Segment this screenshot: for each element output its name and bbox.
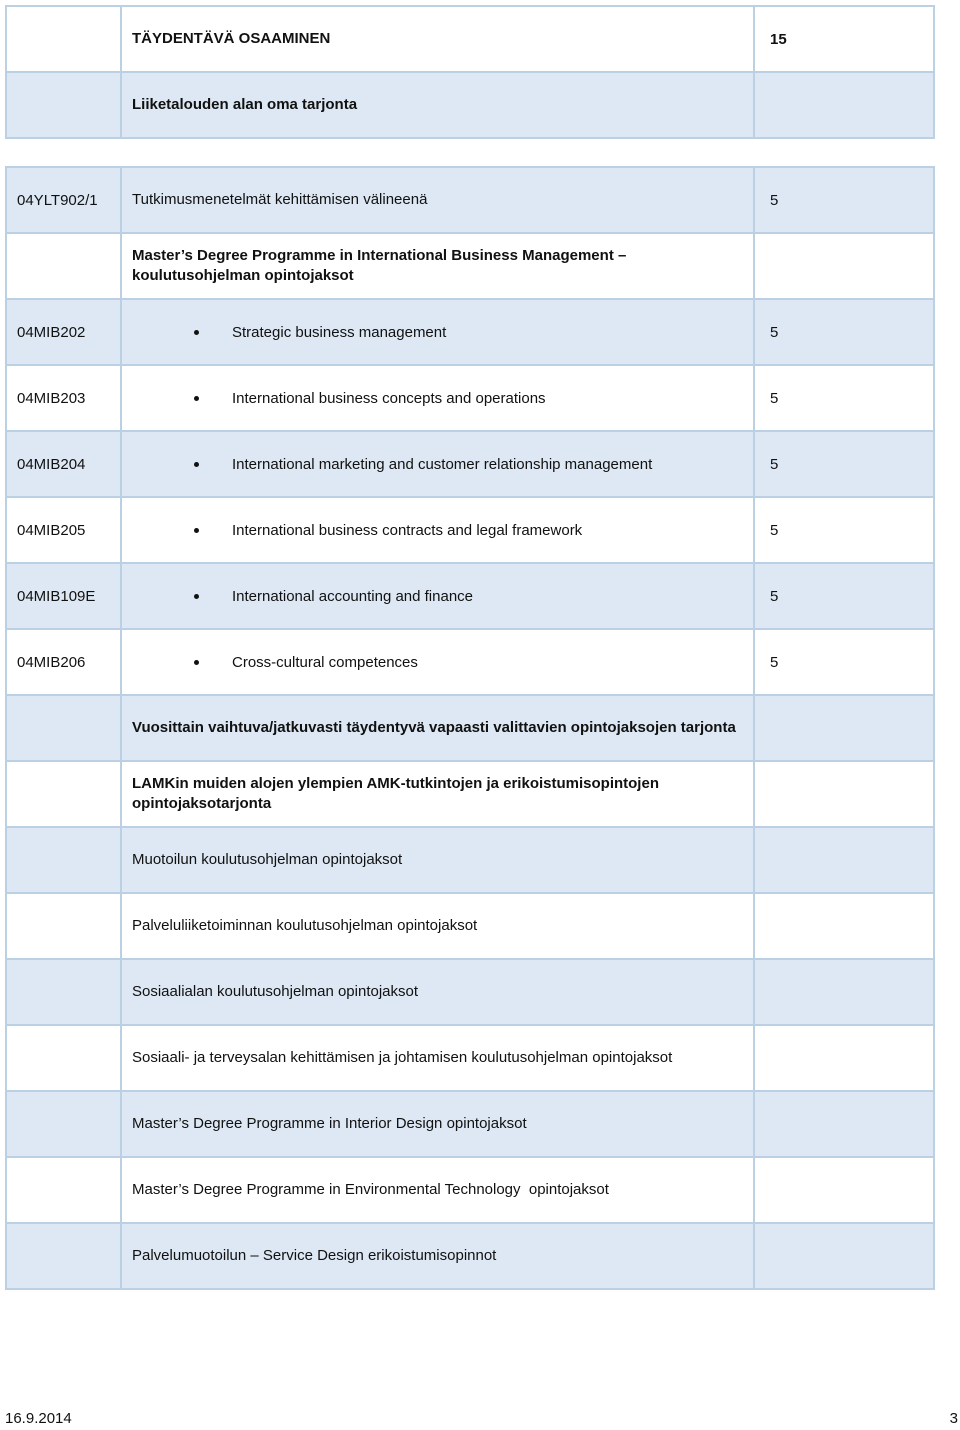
table-row bbox=[6, 299, 934, 365]
empty-cell bbox=[6, 827, 121, 893]
programme-item: Master’s Degree Programme in Environmental Technology opintojaksot bbox=[121, 1157, 754, 1223]
course-code: 04MIB206 bbox=[6, 629, 121, 695]
empty-cell bbox=[6, 6, 121, 72]
empty-cell bbox=[6, 1091, 121, 1157]
course-name: International marketing and customer relationship management bbox=[232, 455, 653, 473]
programme-item: Sosiaalialan koulutusohjelman opintojaksot bbox=[121, 959, 754, 1025]
programme-item: Sosiaali- ja terveysalan kehittämisen ja johtamisen koulutusohjelman opintojaksot bbox=[121, 1025, 754, 1091]
table-row bbox=[6, 1223, 934, 1289]
table-row bbox=[6, 1157, 934, 1223]
bullet-icon bbox=[194, 462, 199, 467]
footer-page-number: 3 bbox=[949, 1410, 958, 1427]
empty-cell bbox=[6, 959, 121, 1025]
empty-cell bbox=[6, 1157, 121, 1223]
course-name-cell bbox=[121, 299, 754, 365]
bullet-icon bbox=[194, 660, 199, 665]
table-row bbox=[6, 365, 934, 431]
table-row bbox=[6, 6, 934, 72]
empty-cell bbox=[6, 1223, 121, 1289]
empty-cell bbox=[6, 72, 121, 138]
table-row bbox=[6, 1091, 934, 1157]
course-credits: 5 bbox=[754, 431, 934, 497]
empty-cell bbox=[754, 827, 934, 893]
table-row bbox=[6, 497, 934, 563]
bullet-icon bbox=[194, 396, 199, 401]
course-credits: 5 bbox=[754, 497, 934, 563]
empty-cell bbox=[6, 695, 121, 761]
course-name-cell bbox=[121, 365, 754, 431]
empty-cell bbox=[754, 1091, 934, 1157]
empty-cell bbox=[6, 761, 121, 827]
table-row bbox=[6, 563, 934, 629]
table-row bbox=[6, 629, 934, 695]
programme-item: Muotoilun koulutusohjelman opintojaksot bbox=[121, 827, 754, 893]
mib-heading: Master’s Degree Programme in International Business Management – koulutusohjelman opintojaksot bbox=[121, 233, 754, 299]
course-name: International business contracts and legal framework bbox=[232, 521, 583, 539]
empty-cell bbox=[754, 1025, 934, 1091]
course-name-cell bbox=[121, 563, 754, 629]
course-credits: 5 bbox=[754, 299, 934, 365]
course-name-cell bbox=[121, 629, 754, 695]
empty-cell bbox=[754, 72, 934, 138]
bullet-icon bbox=[194, 330, 199, 335]
empty-cell bbox=[754, 233, 934, 299]
course-code: 04MIB205 bbox=[6, 497, 121, 563]
empty-cell bbox=[754, 1223, 934, 1289]
course-credits: 5 bbox=[754, 563, 934, 629]
section-own-offering: Liiketalouden alan oma tarjonta bbox=[121, 72, 754, 138]
programme-item: Master’s Degree Programme in Interior Design opintojaksot bbox=[121, 1091, 754, 1157]
empty-cell bbox=[754, 761, 934, 827]
empty-cell bbox=[754, 893, 934, 959]
footer-date: 16.9.2014 bbox=[5, 1410, 72, 1427]
table-top bbox=[5, 5, 935, 139]
empty-cell bbox=[6, 233, 121, 299]
empty-cell bbox=[6, 1025, 121, 1091]
course-code: 04MIB109E bbox=[6, 563, 121, 629]
table-row bbox=[6, 827, 934, 893]
table-row bbox=[6, 167, 934, 233]
table-row bbox=[6, 695, 934, 761]
course-name-cell bbox=[121, 497, 754, 563]
header-title: TÄYDENTÄVÄ OSAAMINEN bbox=[121, 6, 754, 72]
table-row bbox=[6, 72, 934, 138]
course-credits: 5 bbox=[754, 167, 934, 233]
table-row bbox=[6, 233, 934, 299]
course-code: 04YLT902/1 bbox=[6, 167, 121, 233]
programme-item: Palveluliiketoiminnan koulutusohjelman opintojaksot bbox=[121, 893, 754, 959]
header-credits: 15 bbox=[754, 6, 934, 72]
course-code: 04MIB202 bbox=[6, 299, 121, 365]
empty-cell bbox=[754, 695, 934, 761]
course-code: 04MIB203 bbox=[6, 365, 121, 431]
table-main bbox=[5, 166, 935, 1290]
bullet-icon bbox=[194, 594, 199, 599]
programme-item: Palvelumuotoilun – Service Design erikoistumisopinnot bbox=[121, 1223, 754, 1289]
bullet-icon bbox=[194, 528, 199, 533]
course-code: 04MIB204 bbox=[6, 431, 121, 497]
course-name: Strategic business management bbox=[232, 323, 447, 341]
course-name: International accounting and finance bbox=[232, 587, 474, 605]
empty-cell bbox=[6, 893, 121, 959]
free-choice-heading: Vuosittain vaihtuva/jatkuvasti täydentyvä vapaasti valittavien opintojaksojen tarjonta bbox=[121, 695, 754, 761]
empty-cell bbox=[754, 1157, 934, 1223]
course-name-cell bbox=[121, 431, 754, 497]
course-name: International business concepts and operations bbox=[232, 389, 546, 407]
table-row bbox=[6, 893, 934, 959]
table-row bbox=[6, 959, 934, 1025]
table-row bbox=[6, 761, 934, 827]
course-credits: 5 bbox=[754, 365, 934, 431]
empty-cell bbox=[754, 959, 934, 1025]
table-row bbox=[6, 431, 934, 497]
lamk-heading: LAMKin muiden alojen ylempien AMK-tutkintojen ja erikoistumisopintojen opintojaksotarjonta bbox=[121, 761, 754, 827]
course-name: Cross-cultural competences bbox=[232, 653, 418, 671]
course-name: Tutkimusmenetelmät kehittämisen välineenä bbox=[121, 167, 754, 233]
table-row bbox=[6, 1025, 934, 1091]
course-credits: 5 bbox=[754, 629, 934, 695]
